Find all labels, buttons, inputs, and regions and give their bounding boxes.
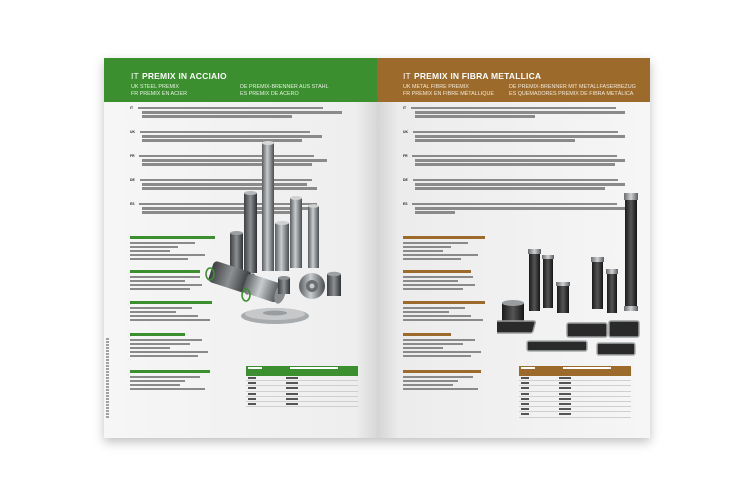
left-paragraph-de: DE xyxy=(130,178,360,191)
left-paragraph-it: IT xyxy=(130,106,360,119)
right-section-1 xyxy=(403,236,513,261)
left-section-1 xyxy=(130,236,240,261)
right-section-5 xyxy=(403,370,513,391)
left-title: IT PREMIX IN ACCIAIO xyxy=(131,71,227,81)
brochure-spread xyxy=(104,58,650,438)
left-subtitles-col2: DE PREMIX-BRENNER AUS STAHL ES PREMIX DE ACERO xyxy=(240,84,329,97)
left-section-3 xyxy=(130,301,240,322)
left-paragraph-fr: FR xyxy=(130,154,360,167)
left-page xyxy=(104,58,377,438)
left-header xyxy=(104,58,377,102)
left-paragraph-uk: UK xyxy=(130,130,360,143)
left-section-5 xyxy=(130,370,240,391)
right-dimensions-table xyxy=(519,366,631,418)
left-table-header xyxy=(246,366,358,376)
right-section-2 xyxy=(403,270,513,291)
left-subtitles-col1: UK STEEL PREMIX FR PREMIX EN ACIER xyxy=(131,84,188,97)
right-paragraph-fr: FR xyxy=(403,154,633,167)
right-paragraph-uk: UK xyxy=(403,130,633,143)
left-section-4 xyxy=(130,333,240,358)
right-table-header xyxy=(519,366,631,376)
right-page xyxy=(377,58,650,438)
metal-fibre-burners-image xyxy=(497,193,647,363)
left-section-2 xyxy=(130,270,240,291)
right-section-3 xyxy=(403,301,513,322)
left-paragraph-es: ES xyxy=(130,202,360,215)
left-spine-text xyxy=(106,338,109,418)
left-dimensions-table xyxy=(246,366,358,407)
right-subtitles-col1: UK METAL FIBRE PREMIX FR PREMIX EN FIBRE MÉTALLIQUE xyxy=(403,84,494,97)
right-title: IT PREMIX IN FIBRA METALLICA xyxy=(403,71,542,81)
right-paragraph-it: IT xyxy=(403,106,633,119)
right-header xyxy=(377,58,650,102)
right-subtitles-col2: DE PREMIX-BRENNER MIT METALLFASERBEZUG ES QUEMADORES PREMIX DE FIBRA METÁLICA xyxy=(509,84,636,97)
right-paragraph-es: ES xyxy=(403,202,633,215)
right-paragraph-de: DE xyxy=(403,178,633,191)
right-section-4 xyxy=(403,333,513,358)
